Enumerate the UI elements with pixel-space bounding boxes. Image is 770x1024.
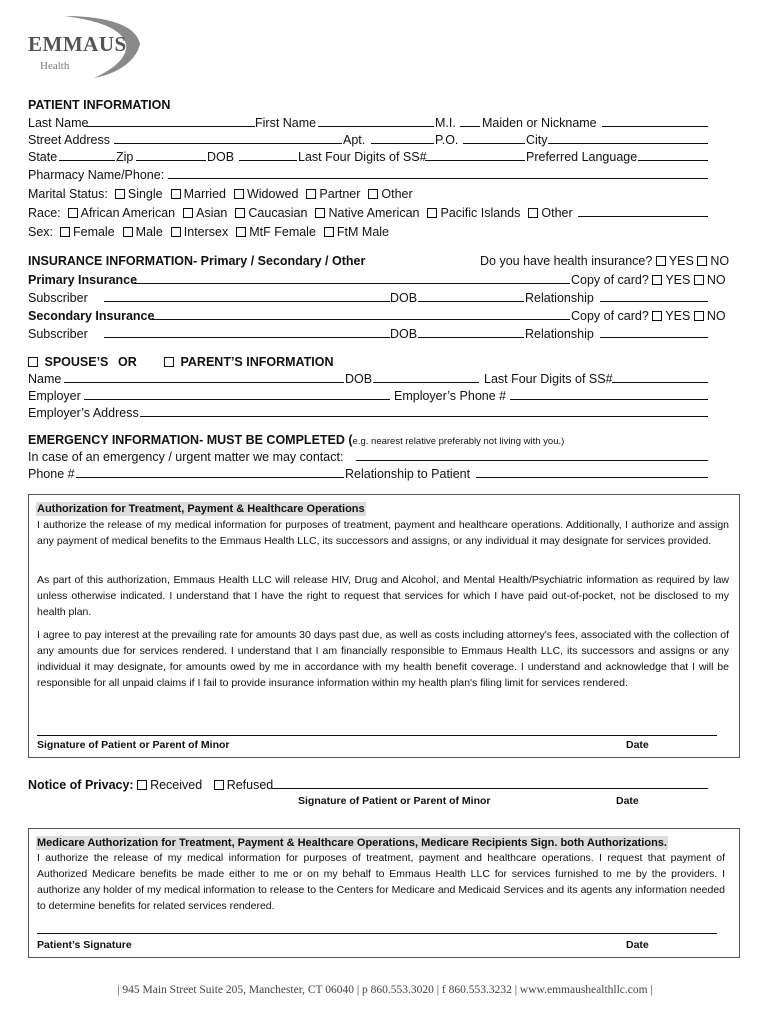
secondary-dob-label: DOB (390, 327, 418, 341)
secondary-subscriber-row (28, 325, 708, 343)
primary-subscriber-row (28, 289, 708, 307)
privacy-refused[interactable]: Refused (214, 778, 274, 792)
marital-married[interactable]: Married (171, 187, 226, 201)
first-name-field[interactable] (318, 114, 434, 127)
primary-insurance-field[interactable] (134, 271, 570, 284)
employer-address-row (28, 404, 708, 422)
primary-dob-label: DOB (390, 291, 418, 305)
sex-intersex[interactable]: Intersex (171, 225, 228, 239)
insurance-heading: INSURANCE INFORMATION- Primary / Secondary / Other (28, 254, 366, 268)
pharmacy-row (28, 166, 708, 184)
checkbox-icon[interactable] (315, 208, 325, 218)
secondary-copy-no[interactable]: NO (694, 309, 726, 323)
checkbox-icon[interactable] (123, 227, 133, 237)
state-field[interactable] (59, 148, 115, 161)
checkbox-icon[interactable] (235, 208, 245, 218)
city-label: City (526, 133, 548, 147)
emergency-contact-label: In case of an emergency / urgent matter we may contact: (28, 450, 344, 464)
emmaus-logo (24, 10, 144, 80)
checkbox-icon[interactable] (368, 189, 378, 199)
secondary-insurance-label: Secondary Insurance (28, 309, 155, 323)
mi-field[interactable] (460, 114, 480, 127)
race-caucasian[interactable]: Caucasian (235, 206, 307, 220)
race-other-field[interactable] (578, 204, 708, 217)
primary-insurance-row (28, 271, 726, 289)
checkbox-icon[interactable] (28, 357, 38, 367)
marital-other[interactable]: Other (368, 187, 412, 201)
sex-mtf-female[interactable]: MtF Female (236, 225, 316, 239)
employer-address-label: Employer’s Address (28, 406, 139, 420)
checkbox-icon[interactable] (652, 311, 662, 321)
secondary-relationship-field[interactable] (600, 325, 708, 338)
secondary-subscriber-field[interactable] (104, 325, 390, 338)
spouse-dob-label: DOB (345, 372, 373, 386)
secondary-relationship-label: Relationship (525, 327, 594, 341)
primary-copy-yes[interactable]: YES (652, 273, 690, 287)
secondary-copy-card: Copy of card? YES NO (571, 309, 726, 323)
checkbox-icon[interactable] (324, 227, 334, 237)
race-african-american[interactable]: African American (64, 206, 175, 220)
insurance-no[interactable]: NO (697, 254, 729, 268)
name-row (28, 114, 708, 132)
spouse-name-label: Name (28, 372, 62, 386)
primary-subscriber-field[interactable] (104, 289, 390, 302)
checkbox-icon[interactable] (427, 208, 437, 218)
checkbox-icon[interactable] (115, 189, 125, 199)
authorization-signature-label: Signature of Patient or Parent of Minor (37, 739, 230, 751)
authorization-signature-line[interactable] (37, 735, 717, 736)
medicare-title: Medicare Authorization for Treatment, Payment & Healthcare Operations, Medicare Recipients Sign. both Authorizations. (37, 837, 667, 849)
ssn-label: Last Four Digits of SS# (298, 150, 427, 164)
po-label: P.O. (435, 133, 459, 147)
maiden-field[interactable] (602, 114, 708, 127)
checkbox-icon[interactable] (236, 227, 246, 237)
employer-phone-field[interactable] (510, 387, 708, 400)
employer-phone-label: Employer’s Phone # (394, 389, 507, 403)
emergency-phone-field[interactable] (76, 465, 344, 478)
primary-copy-no[interactable]: NO (694, 273, 726, 287)
maiden-label: Maiden or Nickname (482, 116, 597, 130)
secondary-dob-field[interactable] (418, 325, 524, 338)
dob-field[interactable] (239, 148, 297, 161)
logo-subtitle: Health (40, 60, 70, 72)
checkbox-icon[interactable] (694, 311, 704, 321)
primary-insurance-label: Primary Insurance (28, 273, 138, 287)
pharmacy-label: Pharmacy Name/Phone: (28, 168, 165, 182)
primary-copy-card: Copy of card? YES NO (571, 273, 726, 287)
race-native-american[interactable]: Native American (315, 206, 419, 220)
parent-option[interactable]: PARENT’S INFORMATION (164, 353, 334, 371)
last-name-label: Last Name (28, 116, 89, 130)
footer-address: | 945 Main Street Suite 205, Manchester, CT 06040 | p 860.553.3020 | f 860.553.3232 | www.emmaushealthllc.com | (117, 984, 653, 996)
employer-label: Employer (28, 389, 81, 403)
emergency-phone-row (28, 465, 708, 483)
sex-label: Sex: (28, 225, 54, 239)
race-row (28, 204, 708, 222)
privacy-received[interactable]: Received (137, 778, 202, 792)
marital-label: Marital Status: (28, 187, 108, 201)
employer-row (28, 387, 708, 405)
checkbox-icon[interactable] (306, 189, 316, 199)
sex-ftm-male[interactable]: FtM Male (324, 225, 389, 239)
emergency-contact-row (28, 448, 708, 466)
privacy-signature-label: Signature of Patient or Parent of Minor (298, 795, 491, 807)
marital-row (28, 185, 708, 203)
emergency-phone-label: Phone # (28, 467, 75, 481)
primary-relationship-label: Relationship (525, 291, 594, 305)
pharmacy-field[interactable] (168, 166, 708, 179)
authorization-date-label: Date (626, 739, 649, 751)
sex-female[interactable]: Female (57, 225, 115, 239)
spouse-parent-heading (28, 353, 708, 371)
spouse-name-field[interactable] (64, 370, 344, 383)
patient-info-heading: PATIENT INFORMATION (28, 98, 171, 112)
checkbox-icon[interactable] (171, 189, 181, 199)
emergency-relationship-label: Relationship to Patient (345, 467, 471, 481)
race-other[interactable]: Other (528, 206, 572, 220)
checkbox-icon[interactable] (68, 208, 78, 218)
address-row (28, 131, 708, 149)
secondary-insurance-row (28, 307, 726, 325)
privacy-row (28, 776, 708, 794)
city-field[interactable] (548, 131, 708, 144)
privacy-label: Notice of Privacy: (28, 778, 134, 792)
employer-address-field[interactable] (140, 404, 708, 417)
or-label: OR (118, 355, 137, 369)
mi-label: M.I. (435, 116, 456, 130)
dob-label: DOB (207, 150, 235, 164)
last-name-field[interactable] (87, 114, 255, 127)
secondary-copy-yes[interactable]: YES (652, 309, 690, 323)
spouse-name-row (28, 370, 708, 388)
privacy-date-label: Date (616, 795, 639, 807)
checkbox-icon[interactable] (164, 357, 174, 367)
insurance-heading-row (28, 252, 730, 270)
privacy-signature-field[interactable] (272, 776, 708, 789)
po-field[interactable] (463, 131, 525, 144)
authorization-paragraph-2: As part of this authorization, Emmaus Health LLC will release HIV, Drug and Alcohol, and Mental Health/Psychiatric information as required by law unless otherwise indicated. I understand that I have the right to request that services for which I have paid out-of-pocket, not be disclosed to my health plan. (37, 574, 729, 618)
race-label: Race: (28, 206, 61, 220)
emergency-relationship-field[interactable] (476, 465, 708, 478)
street-field[interactable] (114, 131, 342, 144)
checkbox-icon[interactable] (137, 780, 147, 790)
checkbox-icon[interactable] (171, 227, 181, 237)
medicare-signature-line[interactable] (37, 933, 717, 934)
employer-field[interactable] (84, 387, 390, 400)
language-field[interactable] (638, 148, 708, 161)
checkbox-icon[interactable] (214, 780, 224, 790)
checkbox-icon[interactable] (694, 275, 704, 285)
checkbox-icon[interactable] (697, 256, 707, 266)
sex-male[interactable]: Male (123, 225, 163, 239)
primary-subscriber-label: Subscriber (28, 291, 88, 305)
primary-dob-field[interactable] (418, 289, 524, 302)
checkbox-icon[interactable] (652, 275, 662, 285)
emergency-contact-field[interactable] (356, 448, 708, 461)
emergency-heading: EMERGENCY INFORMATION- MUST BE COMPLETED (e.g. nearest relative preferably not living with you.) (28, 433, 565, 447)
secondary-subscriber-label: Subscriber (28, 327, 88, 341)
authorization-box (28, 494, 740, 758)
apt-field[interactable] (371, 131, 434, 144)
language-label: Preferred Language (526, 150, 638, 164)
state-label: State (28, 150, 58, 164)
marital-widowed[interactable]: Widowed (234, 187, 298, 201)
ssn-field[interactable] (425, 148, 525, 161)
apt-label: Apt. (343, 133, 366, 147)
checkbox-icon[interactable] (60, 227, 70, 237)
race-pacific-islands[interactable]: Pacific Islands (427, 206, 520, 220)
street-label: Street Address (28, 133, 110, 147)
medicare-paragraph: I authorize the release of my medical information for purposes of treatment, payment and healthcare operations. I request that payment of Authorized Medicare benefits be made either to me or on my behalf to Emmaus Health LLC for services furnished to me by the providers. I authorize any holder of my medical information to release to the Centers for Medicare and Medicaid Services and its agents any information needed to determine benefits for related services rendered. (37, 852, 725, 912)
insurance-yes[interactable]: YES (656, 254, 694, 268)
state-row (28, 148, 708, 166)
spouse-ssn-field[interactable] (612, 370, 708, 383)
insurance-question: Do you have health insurance? YES NO (480, 254, 730, 268)
authorization-paragraph-3: I agree to pay interest at the prevailing rate for amounts 30 days past due, as well as costs including attorney's fees, associated with the collection of any amounts due for services rendered. I understand that I am financially responsible to Emmaus Health LLC, its successors and assigns or any individual it may designate, for amounts owed by me in accordance with my health benefit coverage. I understand and acknowledge that I will be responsible for all unpaid claims if I fail to provide insurance information within my health plan's filing limit for services rendered. (37, 629, 729, 689)
checkbox-icon[interactable] (528, 208, 538, 218)
marital-single[interactable]: Single (111, 187, 162, 201)
secondary-insurance-field[interactable] (150, 307, 570, 320)
authorization-paragraph-1: I authorize the release of my medical information for purposes of treatment, payment and healthcare operations. Additionally, I authorize and assign any payment of medical benefits to the Emmaus Health LLC, its successors and assigns, or any individual it may designate for services provided. (37, 519, 729, 547)
zip-label: Zip (116, 150, 134, 164)
medicare-date-label: Date (626, 939, 649, 951)
spouse-ssn-label: Last Four Digits of SS# (484, 372, 613, 386)
medicare-signature-label: Patient’s Signature (37, 939, 132, 951)
primary-relationship-field[interactable] (600, 289, 708, 302)
marital-partner[interactable]: Partner (306, 187, 360, 201)
checkbox-icon[interactable] (234, 189, 244, 199)
race-asian[interactable]: Asian (183, 206, 227, 220)
first-name-label: First Name (255, 116, 317, 130)
sex-row (28, 223, 708, 241)
logo-name: EMMAUS (28, 32, 127, 56)
zip-field[interactable] (136, 148, 206, 161)
authorization-title: Authorization for Treatment, Payment & Healthcare Operations (37, 503, 365, 515)
checkbox-icon[interactable] (183, 208, 193, 218)
spouse-dob-field[interactable] (373, 370, 479, 383)
checkbox-icon[interactable] (656, 256, 666, 266)
spouse-option[interactable]: SPOUSE’S (28, 353, 108, 371)
medicare-box (28, 828, 740, 958)
